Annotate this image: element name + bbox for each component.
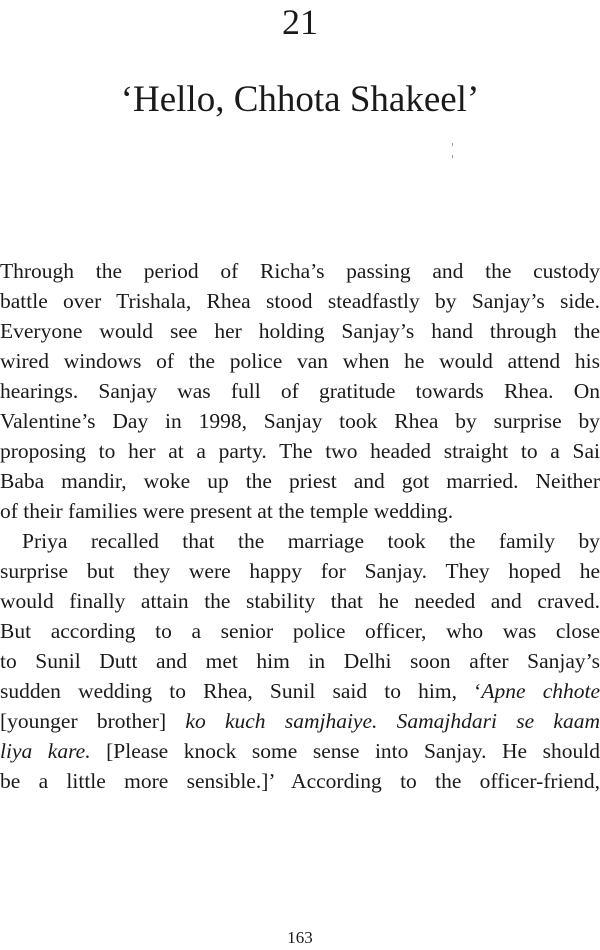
italic-hindi-text: Apne chhote [481, 679, 600, 703]
print-speck [452, 155, 453, 158]
italic-hindi-text: liya kare. [0, 739, 91, 763]
text-line [0, 706, 600, 736]
text-line: Valentine’s Day in 1998, Sanjay took Rhea by surprise by [0, 409, 600, 433]
text-line: would finally attain the stability that he needed and craved. [0, 589, 600, 613]
paragraph-1 [0, 256, 600, 526]
paragraph-2 [0, 526, 600, 796]
italic-hindi-text: ko kuch samjhaiye. Samajhdari se kaam [185, 709, 600, 733]
text-line: Through the period of Richa’s passing and the custody [0, 259, 600, 283]
text-line: of their families were present at the temple wedding. [0, 499, 454, 523]
text-line: Priya recalled that the marriage took the family by [22, 529, 600, 553]
text-line: Baba mandir, woke up the priest and got married. Neither [0, 469, 600, 493]
text-line: be a little more sensible.]’ According to the officer-friend, [0, 769, 600, 793]
text-line: wired windows of the police van when he would attend his [0, 349, 600, 373]
text-line: hearings. Sanjay was full of gratitude towards Rhea. On [0, 379, 600, 403]
text-line [0, 676, 600, 706]
text-line [0, 736, 600, 766]
text-line: to Sunil Dutt and met him in Delhi soon after Sanjay’s [0, 649, 600, 673]
text-line: But according to a senior police officer, who was close [0, 619, 600, 643]
text-run: sudden wedding to Rhea, Sunil said to him, ‘ [0, 679, 482, 703]
text-run: [younger brother] [0, 709, 186, 733]
page-number: 163 [287, 928, 313, 947]
print-speck [452, 143, 453, 146]
body-text [0, 256, 600, 796]
text-line: battle over Trishala, Rhea stood steadfastly by Sanjay’s side. [0, 289, 600, 313]
chapter-number: 21 [282, 2, 318, 42]
text-line: proposing to her at a party. The two headed straight to a Sai [0, 439, 600, 463]
chapter-title: ‘Hello, Chhota Shakeel’ [120, 79, 480, 120]
text-run: [Please knock some sense into Sanjay. He should [90, 739, 600, 763]
text-line: Everyone would see her holding Sanjay’s hand through the [0, 319, 600, 343]
text-line: surprise but they were happy for Sanjay. They hoped he [0, 559, 600, 583]
